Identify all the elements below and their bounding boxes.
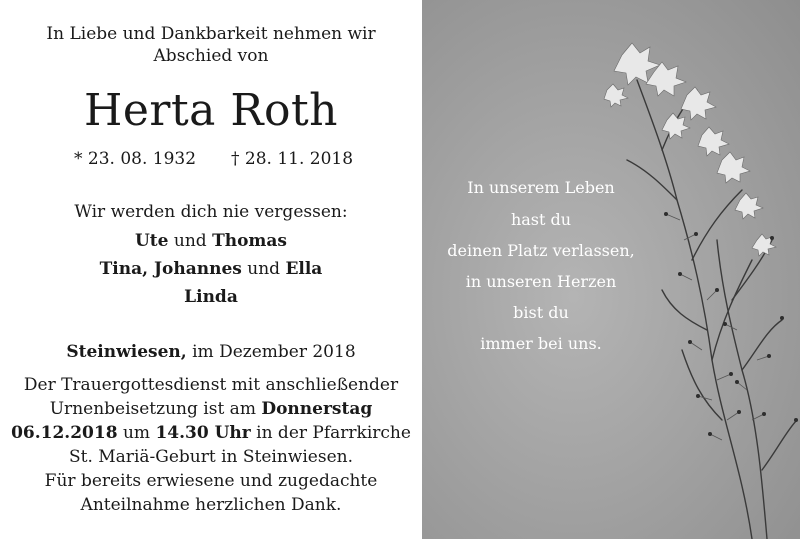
dried-flower-branch-icon (422, 0, 800, 539)
mourners-line-3 (0, 287, 422, 307)
mourners-line-1 (0, 231, 422, 251)
photo-panel (422, 0, 800, 539)
month-year: im Dezember 2018 (192, 342, 356, 362)
life-dates (0, 149, 422, 171)
service-text: in der Pfarrkirche (256, 423, 411, 443)
thanks-line-2: Anteilnahme herzlichen Dank. (80, 495, 342, 515)
mourner-name: Linda (184, 287, 238, 307)
service-time: 14.30 Uhr (155, 423, 251, 443)
conjunction: und (173, 231, 207, 251)
poem-line-1: In unserem Leben (467, 178, 615, 197)
intro-line-1: In Liebe und Dankbarkeit nehmen wir (46, 24, 376, 44)
intro-line-2: Abschied von (153, 46, 269, 66)
service-line-3 (0, 423, 422, 443)
poem-line-5: bist du (513, 303, 569, 322)
service-line-4: St. Mariä-Geburt in Steinwiesen. (68, 447, 353, 467)
service-line-2 (0, 399, 422, 419)
mourners-line-2 (0, 259, 422, 279)
mourner-name: Thomas (212, 231, 288, 251)
service-date: 06.12.2018 (11, 423, 118, 443)
mourner-name: Ella (285, 259, 323, 279)
service-day: Donnerstag (261, 399, 373, 419)
poem-line-6: immer bei uns. (480, 334, 602, 353)
birth-date: * 23. 08. 1932 (74, 149, 197, 169)
service-text: Urnenbeisetzung ist am (49, 399, 256, 419)
service-text: um (122, 423, 151, 443)
poem-line-2: hast du (510, 210, 572, 229)
poem-line-4: in unseren Herzen (465, 272, 617, 291)
conjunction: und (247, 259, 281, 279)
thanks-line-1: Für bereits erwiesene und zugedachte (44, 471, 378, 491)
deceased-name: Herta Roth (84, 85, 338, 136)
remember-line: Wir werden dich nie vergessen: (74, 202, 348, 222)
place-date-line (0, 342, 422, 362)
mourner-name: Ute (134, 231, 169, 251)
poem-line-3: deinen Platz verlassen, (447, 241, 635, 260)
mourner-name: Tina, Johannes (99, 259, 242, 279)
death-date: † 28. 11. 2018 (231, 149, 354, 169)
service-line-1: Der Trauergottesdienst mit anschließender (23, 375, 399, 395)
place-name: Steinwiesen, (66, 342, 187, 362)
